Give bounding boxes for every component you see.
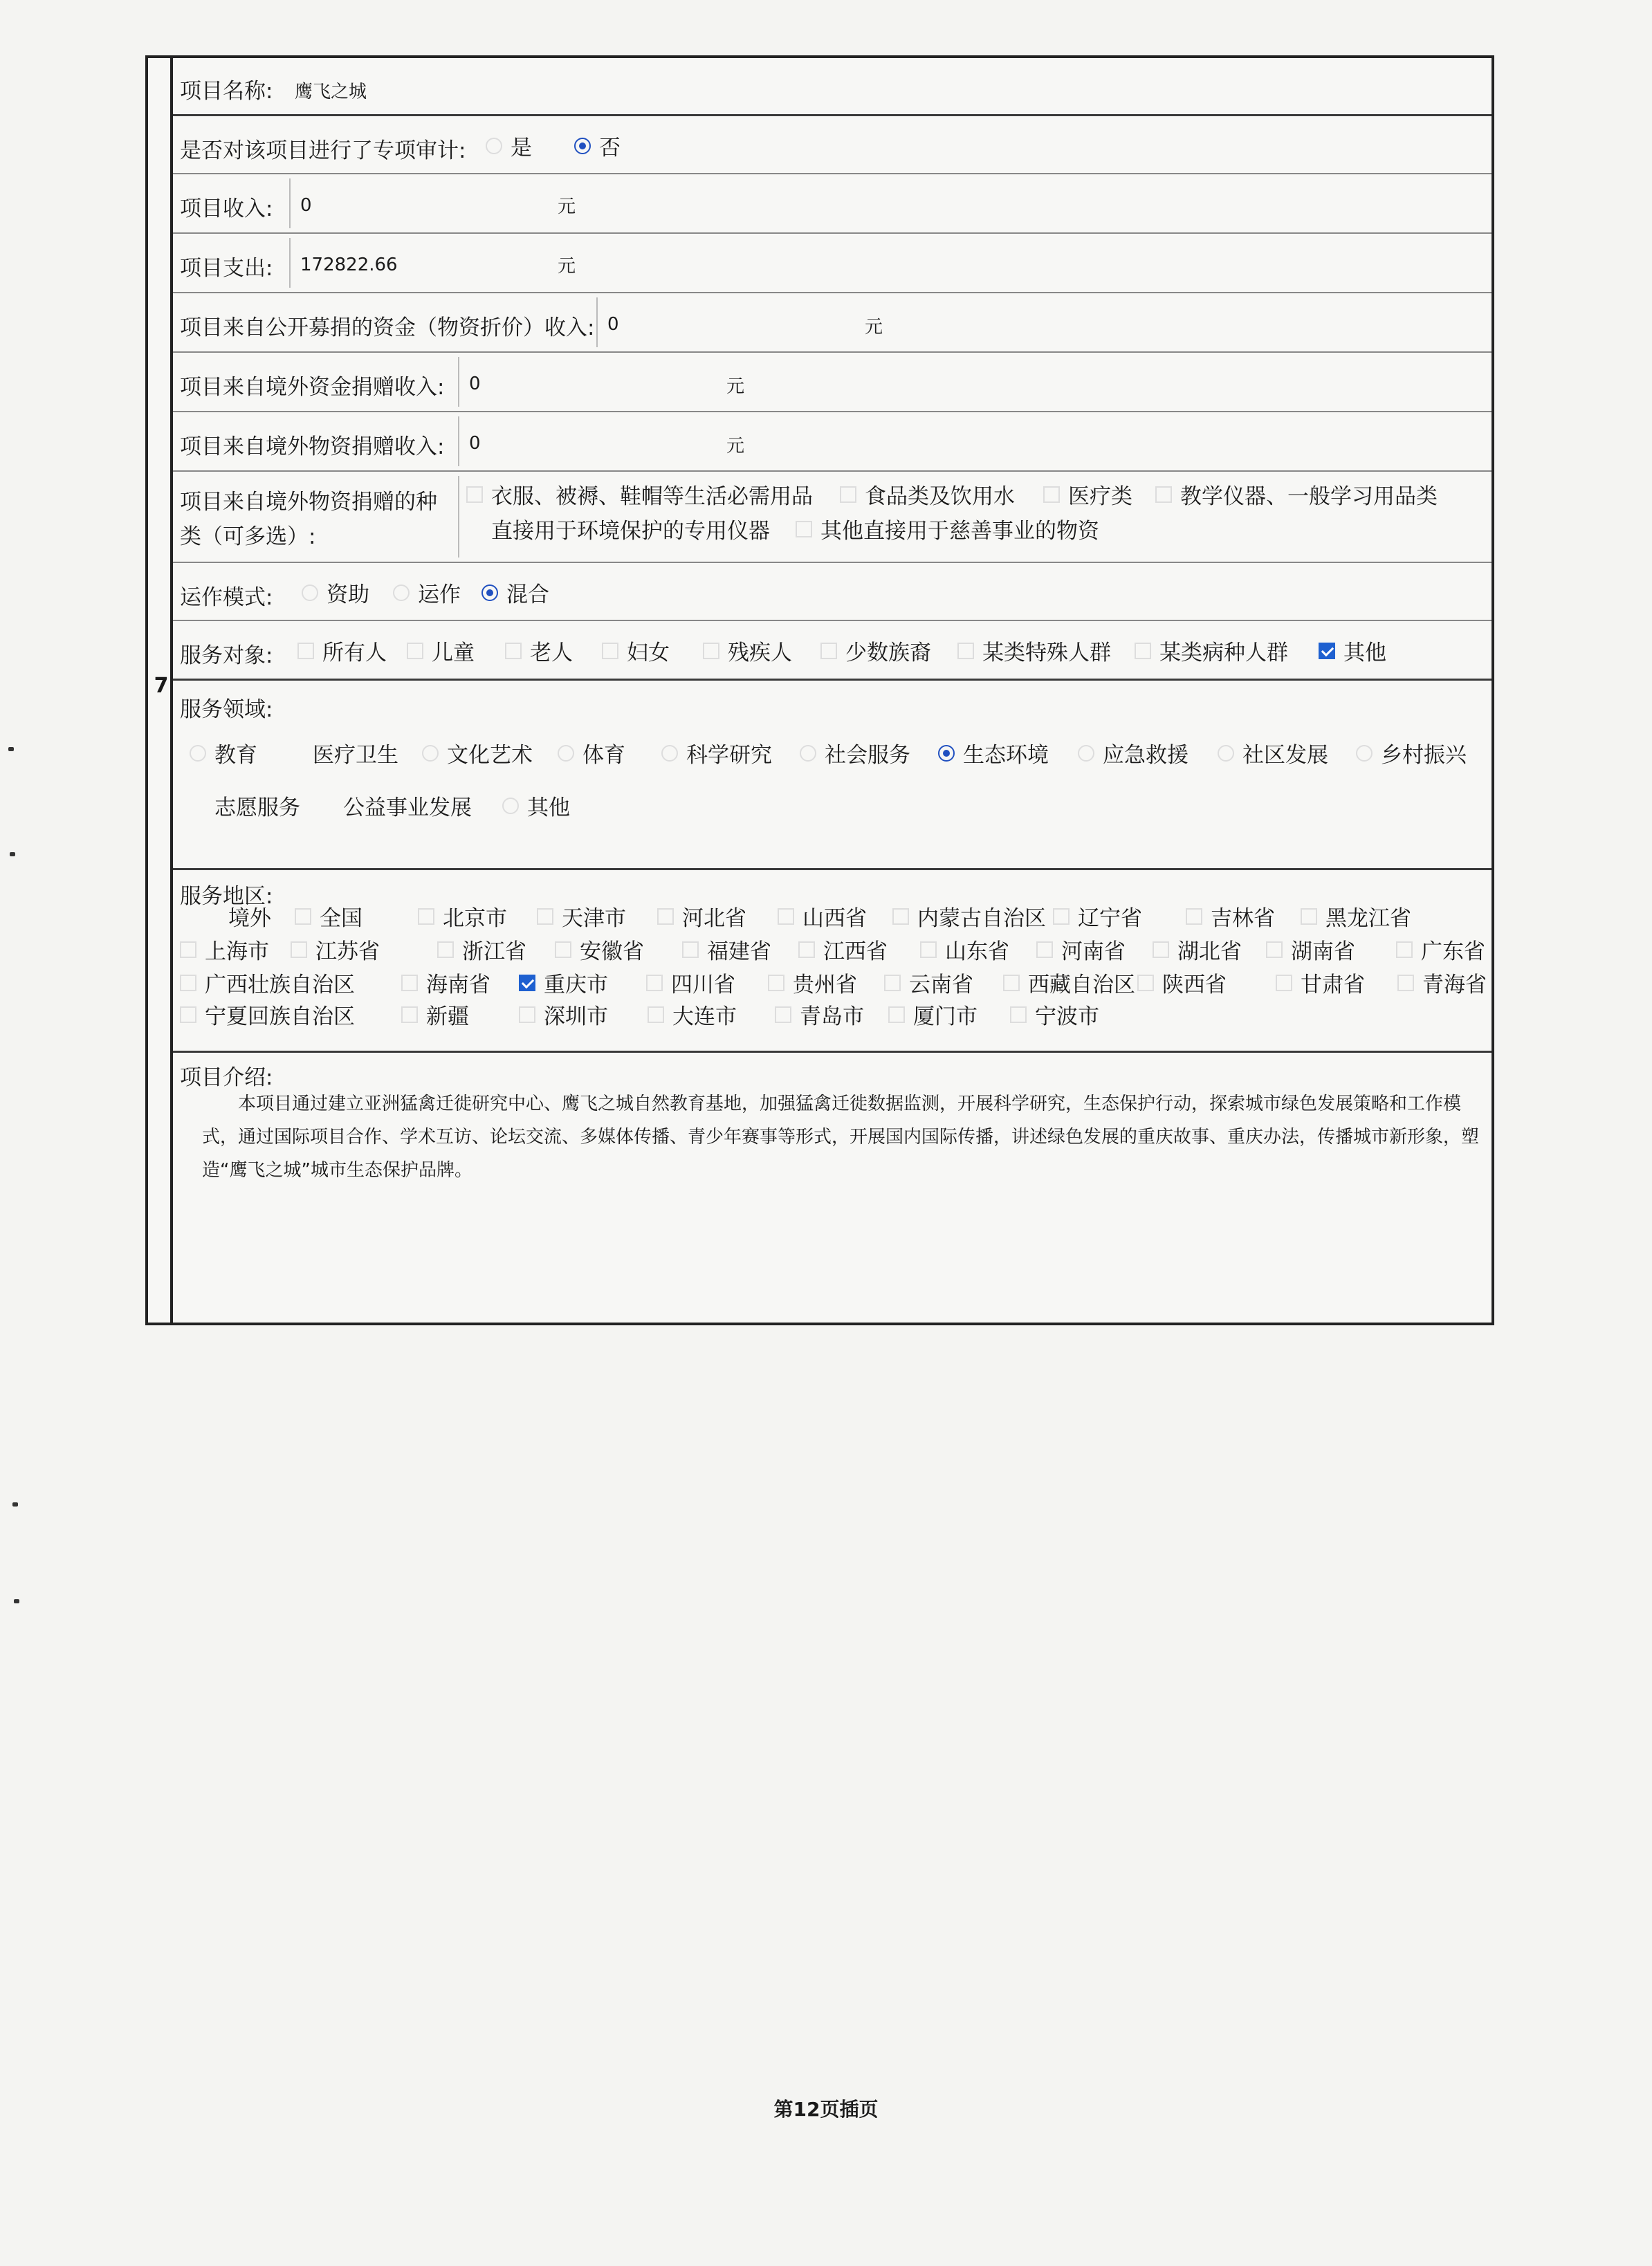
project-name-row xyxy=(173,58,1492,116)
row-number-column xyxy=(148,58,173,1323)
region-checkbox[interactable] xyxy=(646,975,663,991)
service-target-label: 服务对象: xyxy=(180,643,273,668)
audit-option-yes[interactable]: 是 xyxy=(486,130,532,161)
project-name-label: 项目名称: xyxy=(180,79,273,104)
goods-option-environment[interactable]: 直接用于环境保护的专用仪器 xyxy=(491,519,770,544)
field-option-4[interactable]: 科学研究 xyxy=(661,737,772,768)
target-option-8[interactable]: 其他 xyxy=(1319,635,1386,666)
service-field-label: 服务领域: xyxy=(180,697,273,722)
region-checkbox[interactable] xyxy=(295,908,311,925)
region-checkbox[interactable] xyxy=(682,941,699,958)
overseas-cash-label: 项目来自境外资金捐赠收入: xyxy=(180,375,445,400)
region-option-0[interactable]: 境外 xyxy=(228,906,271,931)
region-checkbox[interactable] xyxy=(657,908,674,925)
region-checkbox[interactable] xyxy=(1137,975,1154,991)
field-option-6[interactable]: 生态环境 xyxy=(938,737,1049,768)
region-checkbox[interactable] xyxy=(401,1006,418,1023)
region-option-36[interactable]: 厦门市 xyxy=(888,999,978,1030)
region-checkbox[interactable] xyxy=(1397,975,1414,991)
region-checkbox[interactable] xyxy=(1186,908,1202,925)
region-option-30[interactable]: 青海省 xyxy=(1397,967,1487,998)
special-audit-label: 是否对该项目进行了专项审计: xyxy=(180,138,466,163)
mode-option-funding[interactable]: 资助 xyxy=(302,577,369,608)
field-option-12[interactable]: 其他 xyxy=(502,790,570,821)
region-checkbox[interactable] xyxy=(1396,941,1413,958)
region-checkbox[interactable] xyxy=(1276,975,1292,991)
region-option-31[interactable]: 宁夏回族自治区 xyxy=(180,999,355,1030)
service-field-row xyxy=(173,681,1492,870)
region-option-26[interactable]: 云南省 xyxy=(884,967,973,998)
region-option-33[interactable]: 深圳市 xyxy=(519,999,608,1030)
region-option-5[interactable]: 山西省 xyxy=(778,901,867,932)
region-checkbox[interactable] xyxy=(1003,975,1020,991)
field-option-2[interactable]: 文化艺术 xyxy=(422,737,533,768)
audit-yes-radio[interactable] xyxy=(486,138,502,154)
region-checkbox[interactable] xyxy=(291,941,307,958)
target-option-7[interactable]: 某类病种人群 xyxy=(1135,635,1288,666)
region-checkbox[interactable] xyxy=(888,1006,905,1023)
overseas-goods-value[interactable]: 0 xyxy=(469,433,481,454)
region-option-2[interactable]: 北京市 xyxy=(418,901,507,932)
region-checkbox[interactable] xyxy=(1036,941,1053,958)
region-option-19[interactable]: 湖南省 xyxy=(1266,934,1355,965)
target-option-1[interactable]: 儿童 xyxy=(407,635,475,666)
region-checkbox[interactable] xyxy=(798,941,815,958)
project-name-value[interactable]: 鹰飞之城 xyxy=(295,82,367,102)
field-option-8[interactable]: 社区发展 xyxy=(1218,737,1328,768)
overseas-goods-row xyxy=(173,412,1492,472)
field-option-0[interactable]: 教育 xyxy=(190,737,257,768)
goods-option-medical[interactable]: 医疗类 xyxy=(1043,479,1132,510)
scan-mark xyxy=(12,1502,18,1507)
region-option-9[interactable]: 黑龙江省 xyxy=(1301,901,1411,932)
income-value[interactable]: 0 xyxy=(300,195,312,216)
income-row xyxy=(173,174,1492,234)
target-option-0[interactable]: 所有人 xyxy=(297,635,387,666)
goods-types-row xyxy=(173,472,1492,563)
intro-row xyxy=(173,1053,1492,1323)
region-checkbox[interactable] xyxy=(1153,941,1169,958)
region-checkbox[interactable] xyxy=(892,908,909,925)
public-fund-row xyxy=(173,293,1492,353)
region-option-14[interactable]: 福建省 xyxy=(682,934,771,965)
region-checkbox[interactable] xyxy=(519,1006,535,1023)
region-option-1[interactable]: 全国 xyxy=(295,901,362,932)
project-form xyxy=(145,55,1494,1325)
scan-mark xyxy=(8,747,14,751)
region-option-25[interactable]: 贵州省 xyxy=(768,967,857,998)
target-option-5[interactable]: 少数族裔 xyxy=(820,635,931,666)
region-option-32[interactable]: 新疆 xyxy=(401,999,469,1030)
region-option-22[interactable]: 海南省 xyxy=(401,967,490,998)
service-region-label: 服务地区: xyxy=(180,884,273,909)
region-checkbox[interactable] xyxy=(180,1006,196,1023)
region-option-16[interactable]: 山东省 xyxy=(920,934,1009,965)
region-option-29[interactable]: 甘肃省 xyxy=(1276,967,1365,998)
target-option-6[interactable]: 某类特殊人群 xyxy=(957,635,1111,666)
service-region-row xyxy=(173,870,1492,1053)
operation-mode-row xyxy=(173,563,1492,621)
region-option-10[interactable]: 上海市 xyxy=(180,934,269,965)
region-option-15[interactable]: 江西省 xyxy=(798,934,888,965)
region-checkbox[interactable] xyxy=(1266,941,1283,958)
income-label: 项目收入: xyxy=(180,196,273,221)
overseas-cash-unit: 元 xyxy=(726,376,745,397)
public-fund-unit: 元 xyxy=(865,317,883,338)
target-other-checkbox[interactable] xyxy=(1319,643,1335,659)
special-audit-row xyxy=(173,116,1492,174)
goods-option-daily-necessities[interactable]: 衣服、被褥、鞋帽等生活必需用品 xyxy=(466,479,813,510)
goods-types-label-line2: 类（可多选）: xyxy=(180,524,316,549)
scan-mark xyxy=(10,852,15,856)
expense-row xyxy=(173,234,1492,293)
expense-unit: 元 xyxy=(558,256,576,277)
region-option-12[interactable]: 浙江省 xyxy=(437,934,526,965)
page-footer: 第12页插页 xyxy=(773,2098,879,2121)
region-option-11[interactable]: 江苏省 xyxy=(291,934,380,965)
field-option-7[interactable]: 应急救援 xyxy=(1078,737,1188,768)
region-checkbox[interactable] xyxy=(555,941,571,958)
row-number: 7 xyxy=(154,674,169,698)
region-option-21[interactable]: 广西壮族自治区 xyxy=(180,967,355,998)
overseas-cash-row xyxy=(173,353,1492,412)
field-option-3[interactable]: 体育 xyxy=(558,737,625,768)
audit-option-no[interactable]: 否 xyxy=(574,130,621,161)
region-checkbox[interactable] xyxy=(778,908,794,925)
region-option-4[interactable]: 河北省 xyxy=(657,901,746,932)
region-option-24[interactable]: 四川省 xyxy=(646,967,735,998)
region-option-28[interactable]: 陕西省 xyxy=(1137,967,1227,998)
region-checked-checkbox[interactable] xyxy=(519,975,535,991)
region-option-37[interactable]: 宁波市 xyxy=(1010,999,1099,1030)
public-fund-label: 项目来自公开募捐的资金（物资折价）收入: xyxy=(180,315,595,340)
scan-mark xyxy=(14,1599,19,1603)
goods-option-charity-other[interactable]: 其他直接用于慈善事业的物资 xyxy=(796,513,1099,544)
region-checkbox[interactable] xyxy=(537,908,553,925)
expense-label: 项目支出: xyxy=(180,256,273,281)
region-checkbox[interactable] xyxy=(418,908,434,925)
region-checkbox[interactable] xyxy=(1301,908,1317,925)
intro-label: 项目介绍: xyxy=(180,1065,273,1090)
target-option-4[interactable]: 残疾人 xyxy=(703,635,792,666)
intro-text[interactable]: 本项目通过建立亚洲猛禽迁徙研究中心、鹰飞之城自然教育基地，加强猛禽迁徙数据监测，开展科学研究，生态保护行动，探索城市绿色发展策略和工作模式，通过国际项目合作、学术互访、论坛交流、多媒体传播、青少年赛事等形式，开展国内国际传播，讲述绿色发展的重庆故事、重庆办法，传播城市新形象，塑造“鹰飞之城”城市生态保护品牌。 xyxy=(202,1094,1480,1181)
region-checkbox[interactable] xyxy=(920,941,937,958)
region-checkbox[interactable] xyxy=(401,975,418,991)
region-option-20[interactable]: 广东省 xyxy=(1396,934,1485,965)
overseas-goods-label: 项目来自境外物资捐赠收入: xyxy=(180,434,445,459)
region-checkbox[interactable] xyxy=(768,975,784,991)
region-checkbox[interactable] xyxy=(775,1006,791,1023)
region-option-17[interactable]: 河南省 xyxy=(1036,934,1126,965)
public-fund-value[interactable]: 0 xyxy=(607,314,619,335)
region-option-35[interactable]: 青岛市 xyxy=(775,999,864,1030)
region-checkbox[interactable] xyxy=(180,975,196,991)
region-option-3[interactable]: 天津市 xyxy=(537,901,626,932)
region-option-34[interactable]: 大连市 xyxy=(648,999,737,1030)
goods-option-teaching[interactable]: 教学仪器、一般学习用品类 xyxy=(1155,479,1438,510)
field-option-5[interactable]: 社会服务 xyxy=(800,737,910,768)
region-option-13[interactable]: 安徽省 xyxy=(555,934,644,965)
mode-option-mixed[interactable]: 混合 xyxy=(481,577,549,608)
expense-value[interactable]: 172822.66 xyxy=(300,255,398,275)
goods-option-food-water[interactable]: 食品类及饮用水 xyxy=(840,479,1015,510)
region-option-18[interactable]: 湖北省 xyxy=(1153,934,1242,965)
region-checkbox[interactable] xyxy=(1053,908,1070,925)
region-checkbox[interactable] xyxy=(180,941,196,958)
region-option-23[interactable]: 重庆市 xyxy=(519,967,608,998)
service-target-row xyxy=(173,621,1492,681)
field-option-10[interactable]: 志愿服务 xyxy=(214,795,300,820)
region-option-6[interactable]: 内蒙古自治区 xyxy=(892,901,1046,932)
region-checkbox[interactable] xyxy=(648,1006,664,1023)
target-option-3[interactable]: 妇女 xyxy=(602,635,670,666)
region-option-27[interactable]: 西藏自治区 xyxy=(1003,967,1135,998)
field-ecology-radio[interactable] xyxy=(938,745,955,762)
overseas-cash-value[interactable]: 0 xyxy=(469,374,481,394)
region-option-7[interactable]: 辽宁省 xyxy=(1053,901,1142,932)
mode-option-operating[interactable]: 运作 xyxy=(393,577,461,608)
goods-types-label-line1: 项目来自境外物资捐赠的种 xyxy=(180,490,437,515)
field-option-9[interactable]: 乡村振兴 xyxy=(1356,737,1467,768)
field-option-11[interactable]: 公益事业发展 xyxy=(343,795,472,820)
audit-no-radio[interactable] xyxy=(574,138,591,154)
region-checkbox[interactable] xyxy=(437,941,454,958)
region-checkbox[interactable] xyxy=(1010,1006,1027,1023)
region-checkbox[interactable] xyxy=(884,975,901,991)
operation-mode-label: 运作模式: xyxy=(180,585,273,610)
region-option-8[interactable]: 吉林省 xyxy=(1186,901,1275,932)
target-option-2[interactable]: 老人 xyxy=(505,635,573,666)
field-option-1[interactable]: 医疗卫生 xyxy=(313,743,398,768)
income-unit: 元 xyxy=(558,196,576,217)
overseas-goods-unit: 元 xyxy=(726,436,745,457)
